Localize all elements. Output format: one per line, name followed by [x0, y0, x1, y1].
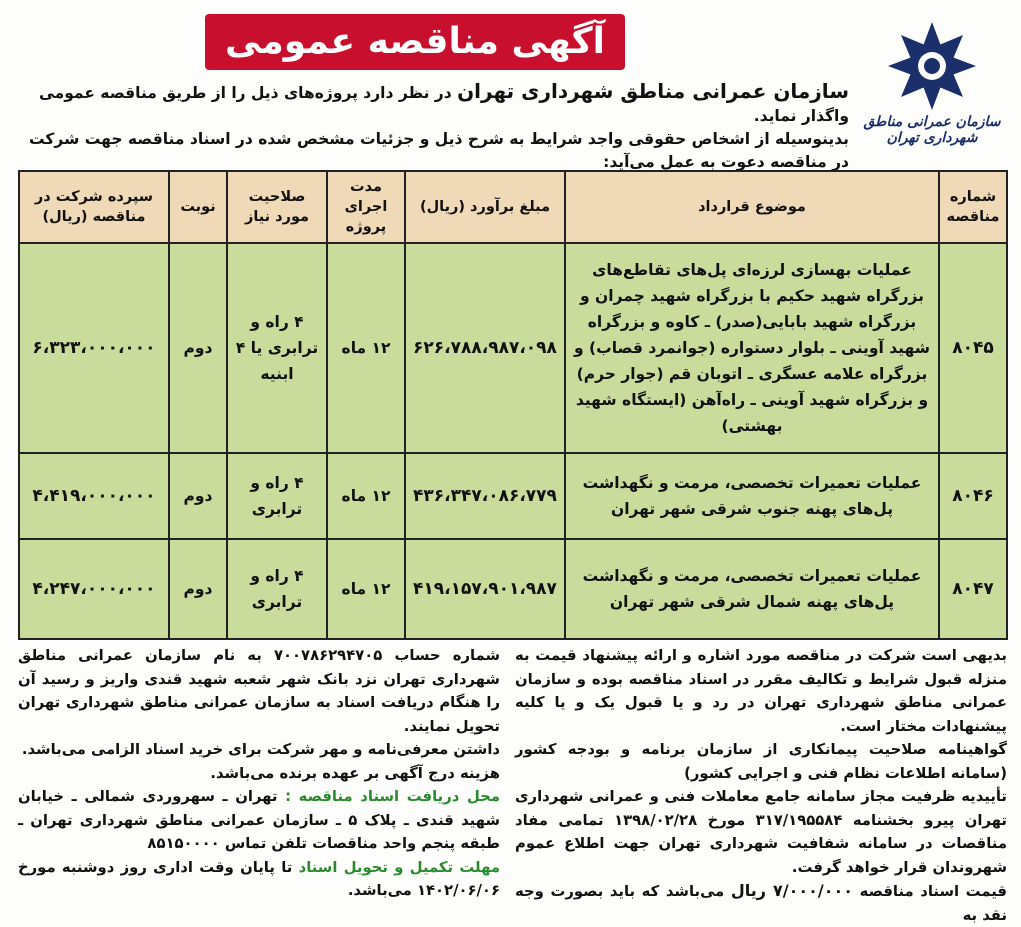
- cell-subject: عملیات تعمیرات تخصصی، مرمت و نگهداشت پل‌های پهنه شمال شرقی شهر تهران: [565, 539, 939, 639]
- cell-duration: ۱۲ ماه: [327, 539, 405, 639]
- table-row: [19, 453, 1007, 539]
- intro-line1: در نظر دارد پروژه‌های ذیل را از طریق مناقصه عمومی واگذار نماید.: [38, 84, 849, 125]
- header-subject: موضوع قرارداد: [565, 171, 939, 243]
- condition-document-price: [515, 879, 1007, 927]
- intro-org-name: سازمان عمرانی مناطق شهرداری تهران: [457, 79, 849, 103]
- condition-capacity: تأییدیه ظرفیت مجاز سامانه جامع معاملات فنی و عمرانی شهرداری تهران پیرو بخشنامه ۳۱۷/۱۹۵۵۸۴ مورخ ۱۳۹۸/۰۲/۲۸ تمامی مفاد مناقصات در سامانه شفافیت شهرداری تهران جهت اطلاع عموم شهروندان قرار خواهد گرفت.: [515, 788, 1007, 876]
- header-deposit: سپرده شرکت در مناقصه (ریال): [19, 171, 169, 243]
- deadline-mid: تا پایان وقت اداری روز: [114, 858, 299, 876]
- org-logo: [857, 18, 1007, 158]
- table-row: [19, 243, 1007, 453]
- document-location-address: تهران ـ سهروردی شمالی ـ خیابان شهید قندی ـ پلاک ۵ ـ سازمان عمرانی مناطق شهرداری تهران ـ طبقه پنجم واحد مناقصات تلفن تماس ۸۵۱۵۰۰۰۰: [18, 788, 500, 852]
- intro-line2: بدینوسیله از اشخاص حقوقی واجد شرایط به شرح ذیل و جزئیات مشخص شده در اسناد مناقصه جهت شرکت در مناقصه دعوت به عمل می‌آید:: [29, 130, 849, 171]
- cell-amount: ۶۲۶،۷۸۸،۹۸۷،۰۹۸: [405, 243, 565, 453]
- star-emblem-icon: [884, 18, 980, 114]
- header-qualification: صلاحیت مورد نیاز: [227, 171, 327, 243]
- document-price-value: ۷/۰۰۰/۰۰۰ ریال: [730, 881, 854, 900]
- cell-number: ۸۰۴۶: [939, 453, 1007, 539]
- conditions-column-right: [515, 644, 1007, 927]
- cell-duration: ۱۲ ماه: [327, 243, 405, 453]
- cell-qualification: ۴ راه و ترابری یا ۴ ابنیه: [227, 243, 327, 453]
- condition-ad-cost: هزینه درج آگهی بر عهده برنده می‌باشد.: [210, 764, 500, 782]
- header-amount: مبلغ برآورد (ریال): [405, 171, 565, 243]
- deadline-label: مهلت تکمیل و تحویل اسناد: [298, 858, 500, 876]
- condition-certificate: گواهینامه صلاحیت پیمانکاری از سازمان برنامه و بودجه کشور (سامانه اطلاعات نظام فنی و اجرایی کشور): [515, 741, 1007, 782]
- condition-document-location: [18, 785, 500, 856]
- cell-number: ۸۰۴۵: [939, 243, 1007, 453]
- condition-deadline: [18, 856, 500, 903]
- cell-round: دوم: [169, 539, 227, 639]
- cell-deposit: ۴،۲۴۷،۰۰۰،۰۰۰: [19, 539, 169, 639]
- condition-introduction-letter: داشتن معرفی‌نامه و مهر شرکت برای خرید اسناد الزامی می‌باشد.: [21, 741, 500, 758]
- deadline-date: دوشنبه مورخ ۱۴۰۲/۰۶/۰۶: [18, 858, 500, 899]
- intro-text: [18, 80, 849, 174]
- org-logo-caption: سازمان عمرانی مناطق شهرداری تهران: [863, 114, 1001, 146]
- cell-amount: ۴۳۶،۳۴۷،۰۸۶،۷۷۹: [405, 453, 565, 539]
- cell-qualification: ۴ راه و ترابری: [227, 453, 327, 539]
- cell-subject: عملیات تعمیرات تخصصی، مرمت و نگهداشت پل‌های پهنه جنوب شرقی شهر تهران: [565, 453, 939, 539]
- table-header-row: [19, 171, 1007, 243]
- document-price-label: قیمت اسناد مناقصه: [853, 883, 1007, 900]
- header-number: شماره مناقصه: [939, 171, 1007, 243]
- cell-subject: عملیات بهسازی لرزه‌ای پل‌های تقاطع‌های بزرگراه شهید حکیم با بزرگراه شهید چمران و بزرگراه شهید بابایی(صدر) ـ کاوه و بزرگراه شهید آوینی ـ بلوار دستواره (جوانمرد قصاب) و بزرگراه علامه عسگری ـ اتوبان قم (جوار حرم) و بزرگراه شهید آوینی ـ راه‌آهن (ایستگاه شهید بهشتی): [565, 243, 939, 453]
- document-location-label: محل دریافت اسناد مناقصه :: [285, 788, 500, 805]
- cell-duration: ۱۲ ماه: [327, 453, 405, 539]
- cell-number: ۸۰۴۷: [939, 539, 1007, 639]
- cell-amount: ۴۱۹،۱۵۷،۹۰۱،۹۸۷: [405, 539, 565, 639]
- cell-deposit: ۶،۳۲۳،۰۰۰،۰۰۰: [19, 243, 169, 453]
- deadline-end: می‌باشد.: [347, 882, 417, 899]
- cell-deposit: ۴،۴۱۹،۰۰۰،۰۰۰: [19, 453, 169, 539]
- conditions-column-left: [18, 644, 500, 903]
- notice-banner: آگهی مناقصه عمومی: [205, 14, 625, 70]
- condition-account: شماره حساب ۷۰۰۷۸۶۲۹۴۷۰۵ به نام سازمان عمرانی مناطق شهرداری تهران نزد بانک شهر شعبه شهید قندی واریز و رسید آن را هنگام دریافت اسناد به سازمان عمرانی مناطق شهرداری تهران تحویل نمایند.: [18, 647, 500, 735]
- cell-round: دوم: [169, 243, 227, 453]
- document-price-rest: می‌باشد که باید بصورت وجه نقد به: [515, 883, 1007, 924]
- cell-round: دوم: [169, 453, 227, 539]
- tender-table: [18, 170, 1008, 640]
- cell-qualification: ۴ راه و ترابری: [227, 539, 327, 639]
- header-duration: مدت اجرای پروژه: [327, 171, 405, 243]
- condition-acceptance: بدیهی است شرکت در مناقصه مورد اشاره و ارائه پیشنهاد قیمت به منزله قبول شرایط و تکالیف مقرر در اسناد مناقصه بوده و سازمان عمرانی مناطق شهرداری تهران در رد و یا قبول یک و یا کلیه پیشنهادات مختار است.: [515, 647, 1007, 735]
- table-row: [19, 539, 1007, 639]
- header-round: نوبت: [169, 171, 227, 243]
